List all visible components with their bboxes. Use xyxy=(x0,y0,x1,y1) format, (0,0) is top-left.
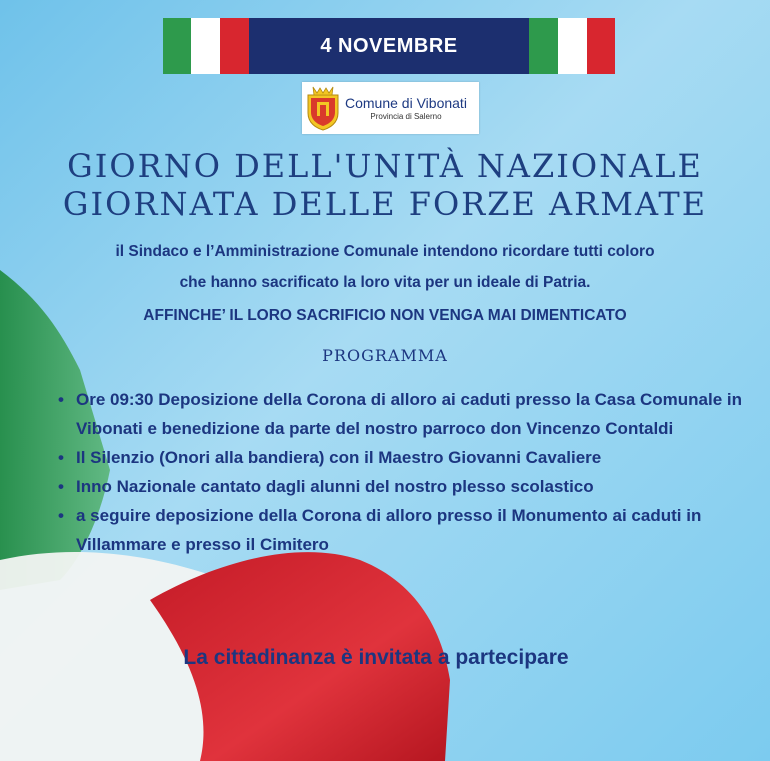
list-item: • Ore 09:30 Deposizione della Corona di alloro ai caduti presso la Casa Comunale in Vibonati e benedizione da parte del nostro parroco don Vincenzo Contaldi xyxy=(58,385,758,443)
list-item: • a seguire deposizione della Corona di alloro presso il Monumento ai caduti in Villammare e presso il Cimitero xyxy=(58,501,758,559)
flag-red-stripe xyxy=(587,18,615,74)
logo-municipality-name: Comune di Vibonati xyxy=(345,95,467,111)
flag-white-stripe xyxy=(191,18,220,74)
comune-logo xyxy=(302,82,479,134)
invitation-text: La cittadinanza è invitata a partecipare xyxy=(183,646,569,669)
intro-line-2: che hanno sacrificato la loro vita per un ideale di Patria. xyxy=(179,274,591,291)
flag-green-stripe xyxy=(163,18,191,74)
title-line-2: GIORNATA DELLE FORZE ARMATE xyxy=(62,185,708,223)
motto: AFFINCHE’ IL LORO SACRIFICIO NON VENGA MAI DIMENTICATO xyxy=(143,307,627,324)
flag-red-stripe xyxy=(220,18,249,74)
coat-of-arms-icon xyxy=(305,85,341,131)
list-item: • Inno Nazionale cantato dagli alunni del nostro plesso scolastico xyxy=(58,472,758,501)
programma-heading: PROGRAMMA xyxy=(322,346,448,365)
flag-white-stripe xyxy=(558,18,587,74)
intro-line-1: il Sindaco e l’Amministrazione Comunale intendono ricordare tutti coloro xyxy=(115,243,655,260)
programma-list xyxy=(58,385,758,559)
list-item: • Il Silenzio (Onori alla bandiera) con il Maestro Giovanni Cavaliere xyxy=(58,443,758,472)
title-line-1: GIORNO DELL'UNITÀ NAZIONALE xyxy=(67,147,703,185)
logo-province: Provincia di Salerno xyxy=(370,112,442,121)
date-banner xyxy=(163,18,615,74)
banner-date: 4 NOVEMBRE xyxy=(249,18,529,74)
flag-green-stripe xyxy=(529,18,558,74)
